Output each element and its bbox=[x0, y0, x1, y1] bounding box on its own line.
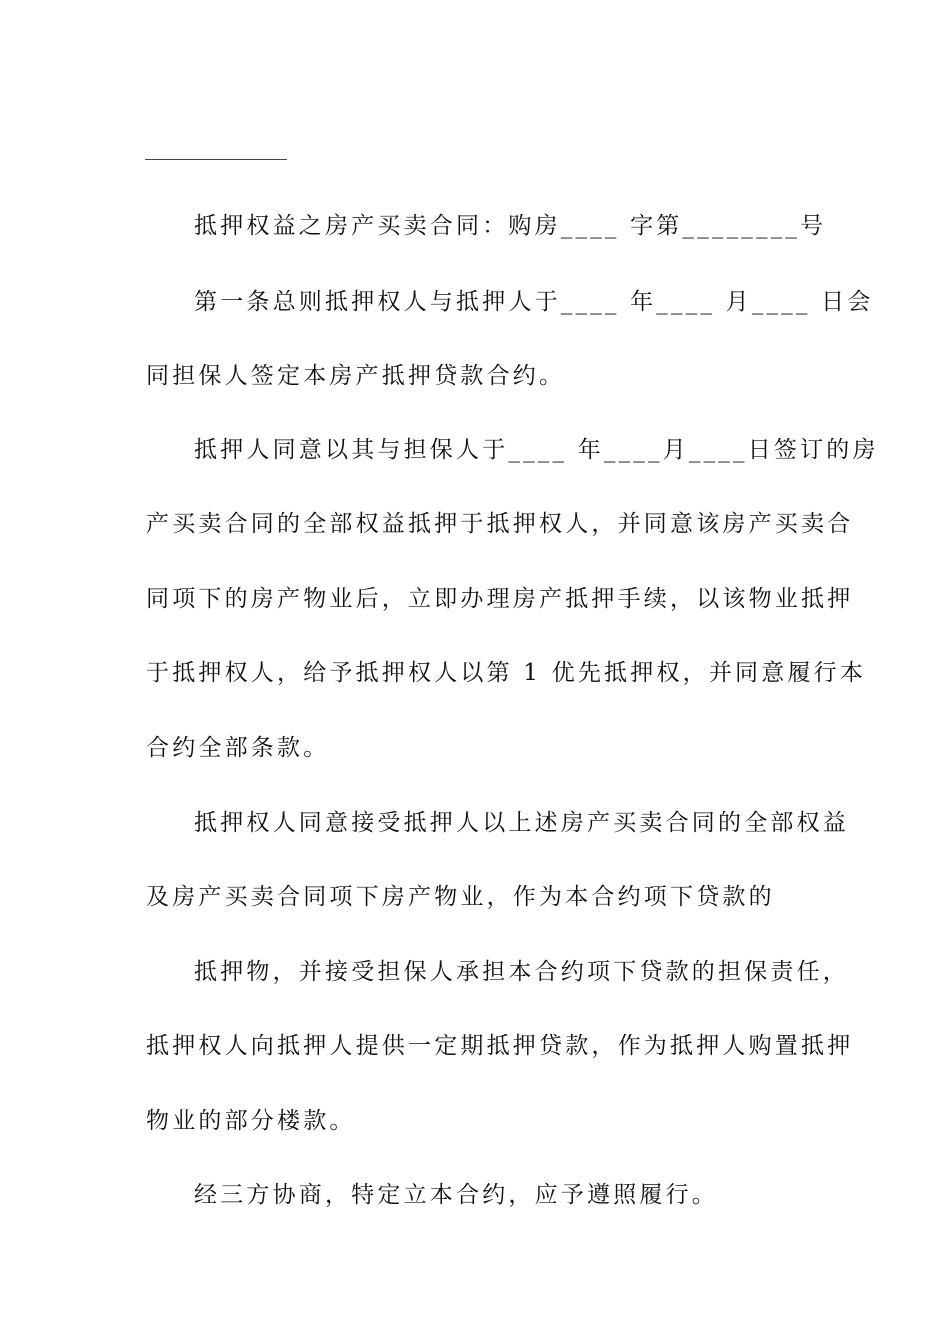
paragraph-line: 合约全部条款。 bbox=[146, 735, 330, 761]
paragraph-line: 物业的部分楼款。 bbox=[146, 1108, 356, 1134]
contract-title-line: 抵押权益之房产买卖合同：购房____ 字第________号 bbox=[194, 213, 827, 239]
paragraph-line: 第一条总则抵押权人与抵押人于____ 年____ 月____ 日会 bbox=[194, 289, 874, 315]
paragraph-line: 抵押权人同意接受抵押人以上述房产买卖合同的全部权益 bbox=[194, 810, 849, 836]
paragraph-line: 及房产买卖合同项下房产物业，作为本合约项下贷款的 bbox=[146, 884, 775, 910]
paragraph-line: 同担保人签定本房产抵押贷款合约。 bbox=[146, 363, 566, 389]
paragraph-line: 于抵押权人，给予抵押权人以第 1 优先抵押权，并同意履行本 bbox=[146, 660, 867, 686]
paragraph-line: 抵押权人向抵押人提供一定期抵押贷款，作为抵押人购置抵押 bbox=[146, 1033, 854, 1059]
paragraph-line: 抵押物，并接受担保人承担本合约项下贷款的担保责任， bbox=[194, 959, 849, 985]
paragraph-line: 产买卖合同的全部权益抵押于抵押权人，并同意该房产买卖合 bbox=[146, 511, 854, 537]
paragraph-line: 抵押人同意以其与担保人于____ 年____月____日签订的房 bbox=[194, 437, 879, 463]
paragraph-line: 同项下的房产物业后，立即办理房产抵押手续，以该物业抵押 bbox=[146, 586, 854, 612]
paragraph-line: 经三方协商，特定立本合约，应予遵照履行。 bbox=[194, 1182, 718, 1208]
header-rule bbox=[145, 159, 287, 160]
